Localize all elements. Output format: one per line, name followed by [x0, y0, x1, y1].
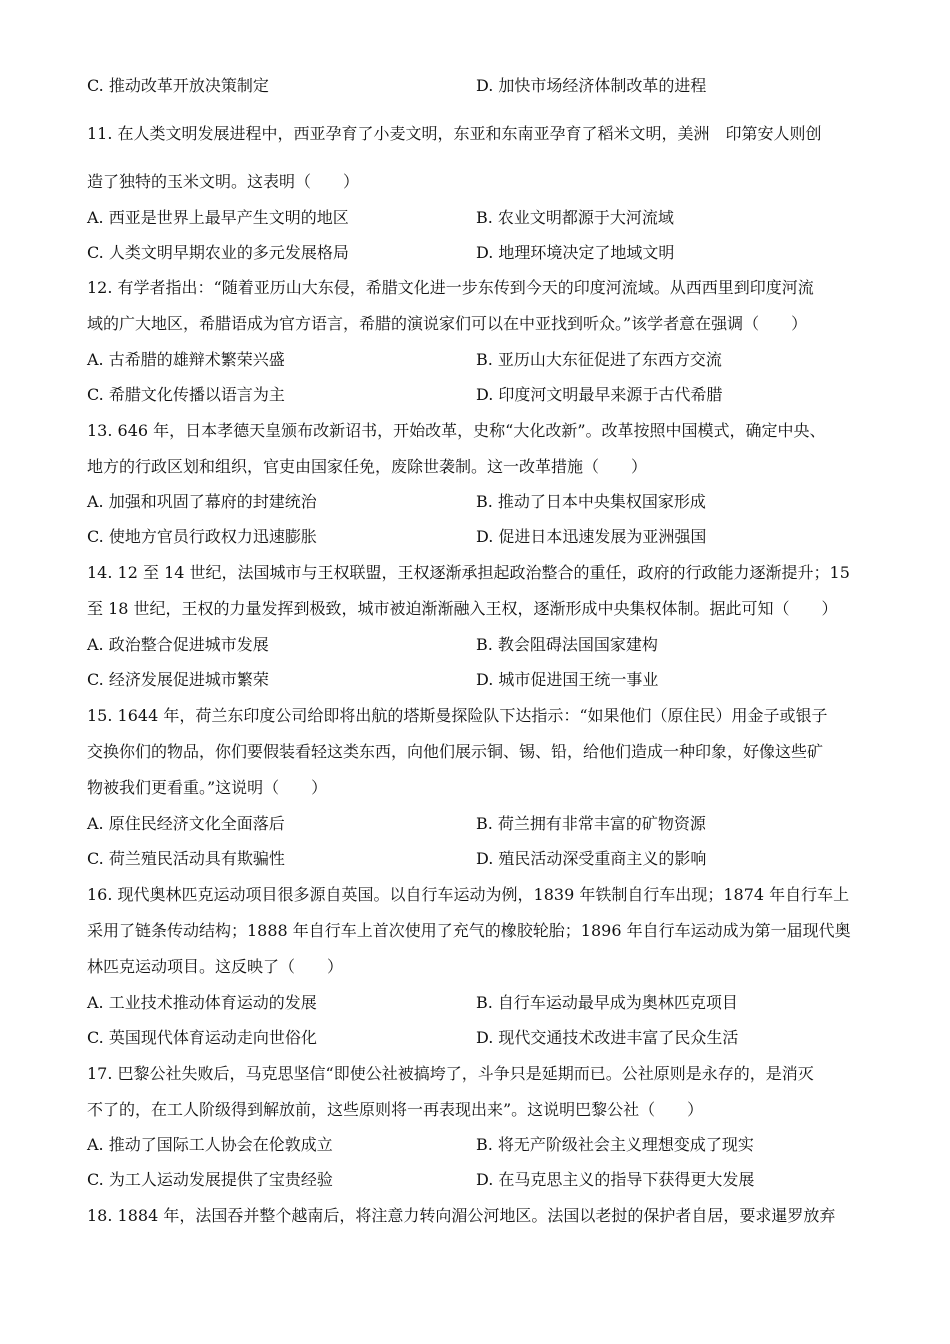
question-15-option-b: B. 荷兰拥有非常丰富的矿物资源 — [476, 814, 706, 833]
option-c-prev: C. 推动改革开放决策制定 — [87, 76, 269, 95]
question-17-option-a: A. 推动了国际工人协会在伦敦成立 — [87, 1135, 333, 1154]
question-11-stem-line-1: 11. 在人类文明发展进程中，西亚孕育了小麦文明，东亚和东南亚孕育了稻米文明，美洲 印第安人则创 — [87, 124, 822, 143]
question-15-stem-line-2: 交换你们的物品，你们要假装看轻这类东西，向他们展示铜、锡、铅，给他们造成一种印象，好像这些矿 — [87, 742, 824, 761]
question-15-option-a: A. 原住民经济文化全面落后 — [87, 814, 285, 833]
question-13-option-a: A. 加强和巩固了幕府的封建统治 — [87, 492, 317, 511]
question-14-option-b: B. 教会阻碍法国国家建构 — [476, 635, 658, 654]
question-12-option-b: B. 亚历山大东征促进了东西方交流 — [476, 350, 722, 369]
question-15-stem-line-1: 15. 1644 年，荷兰东印度公司给即将出航的塔斯曼探险队下达指示：“如果他们（原住民）用金子或银子 — [87, 706, 828, 725]
question-17-option-b: B. 将无产阶级社会主义理想变成了现实 — [476, 1135, 754, 1154]
question-15-option-d: D. 殖民活动深受重商主义的影响 — [476, 849, 707, 868]
question-17-stem-line-2: 不了的，在工人阶级得到解放前，这些原则将一再表现出来”。这说明巴黎公社（ ） — [87, 1100, 704, 1119]
question-11-option-a: A. 西亚是世界上最早产生文明的地区 — [87, 208, 349, 227]
question-12-stem-line-1: 12. 有学者指出：“随着亚历山大东侵，希腊文化进一步东传到今天的印度河流域。从西西里到印度河流 — [87, 278, 814, 297]
question-16-option-a: A. 工业技术推动体育运动的发展 — [87, 993, 317, 1012]
question-16-option-d: D. 现代交通技术改进丰富了民众生活 — [476, 1028, 739, 1047]
question-16-option-c: C. 英国现代体育运动走向世俗化 — [87, 1028, 317, 1047]
question-17-option-c: C. 为工人运动发展提供了宝贵经验 — [87, 1170, 333, 1189]
question-13-option-d: D. 促进日本迅速发展为亚洲强国 — [476, 527, 707, 546]
question-16-option-b: B. 自行车运动最早成为奥林匹克项目 — [476, 993, 738, 1012]
question-16-stem-line-3: 林匹克运动项目。这反映了（ ） — [87, 957, 344, 976]
question-11-stem-line-2: 造了独特的玉米文明。这表明（ ） — [87, 172, 360, 191]
question-18-stem-line-1: 18. 1884 年，法国吞并整个越南后，将注意力转向湄公河地区。法国以老挝的保护者自居，要求暹罗放弃 — [87, 1206, 836, 1225]
question-12-option-a: A. 古希腊的雄辩术繁荣兴盛 — [87, 350, 285, 369]
question-11-option-b: B. 农业文明都源于大河流域 — [476, 208, 674, 227]
question-16-stem-line-1: 16. 现代奥林匹克运动项目很多源自英国。以自行车运动为例，1839 年铁制自行车出现；1874 年自行车上 — [87, 885, 850, 904]
question-14-option-a: A. 政治整合促进城市发展 — [87, 635, 269, 654]
question-13-stem-line-1: 13. 646 年，日本孝德天皇颁布改新诏书，开始改革，史称“大化改新”。改革按照中国模式，确定中央、 — [87, 421, 826, 440]
question-12-option-d: D. 印度河文明最早来源于古代希腊 — [476, 385, 723, 404]
question-12-option-c: C. 希腊文化传播以语言为主 — [87, 385, 285, 404]
question-17-stem-line-1: 17. 巴黎公社失败后，马克思坚信“即使公社被搞垮了，斗争只是延期而已。公社原则是永存的，是消灭 — [87, 1064, 814, 1083]
question-15-option-c: C. 荷兰殖民活动具有欺骗性 — [87, 849, 285, 868]
option-d-prev: D. 加快市场经济体制改革的进程 — [476, 76, 707, 95]
question-11-option-c: C. 人类文明早期农业的多元发展格局 — [87, 243, 349, 262]
question-13-option-b: B. 推动了日本中央集权国家形成 — [476, 492, 706, 511]
question-13-option-c: C. 使地方官员行政权力迅速膨胀 — [87, 527, 317, 546]
question-14-stem-line-2: 至 18 世纪，王权的力量发挥到极致，城市被迫渐渐融入王权，逐渐形成中央集权体制。据此可知（ ） — [87, 599, 838, 618]
question-14-option-c: C. 经济发展促进城市繁荣 — [87, 670, 269, 689]
question-13-stem-line-2: 地方的行政区划和组织，官吏由国家任免，废除世袭制。这一改革措施（ ） — [87, 457, 648, 476]
question-16-stem-line-2: 采用了链条传动结构；1888 年自行车上首次使用了充气的橡胶轮胎；1896 年自行车运动成为第一届现代奥 — [87, 921, 851, 940]
question-17-option-d: D. 在马克思主义的指导下获得更大发展 — [476, 1170, 755, 1189]
question-14-stem-line-1: 14. 12 至 14 世纪，法国城市与王权联盟，王权逐渐承担起政治整合的重任，政府的行政能力逐渐提升；15 — [87, 563, 850, 582]
question-15-stem-line-3: 物被我们更看重。”这说明（ ） — [87, 778, 328, 797]
question-12-stem-line-2: 域的广大地区，希腊语成为官方语言，希腊的演说家们可以在中亚找到听众。”该学者意在强调（ ） — [87, 314, 808, 333]
question-11-option-d: D. 地理环境决定了地域文明 — [476, 243, 675, 262]
question-14-option-d: D. 城市促进国王统一事业 — [476, 670, 659, 689]
